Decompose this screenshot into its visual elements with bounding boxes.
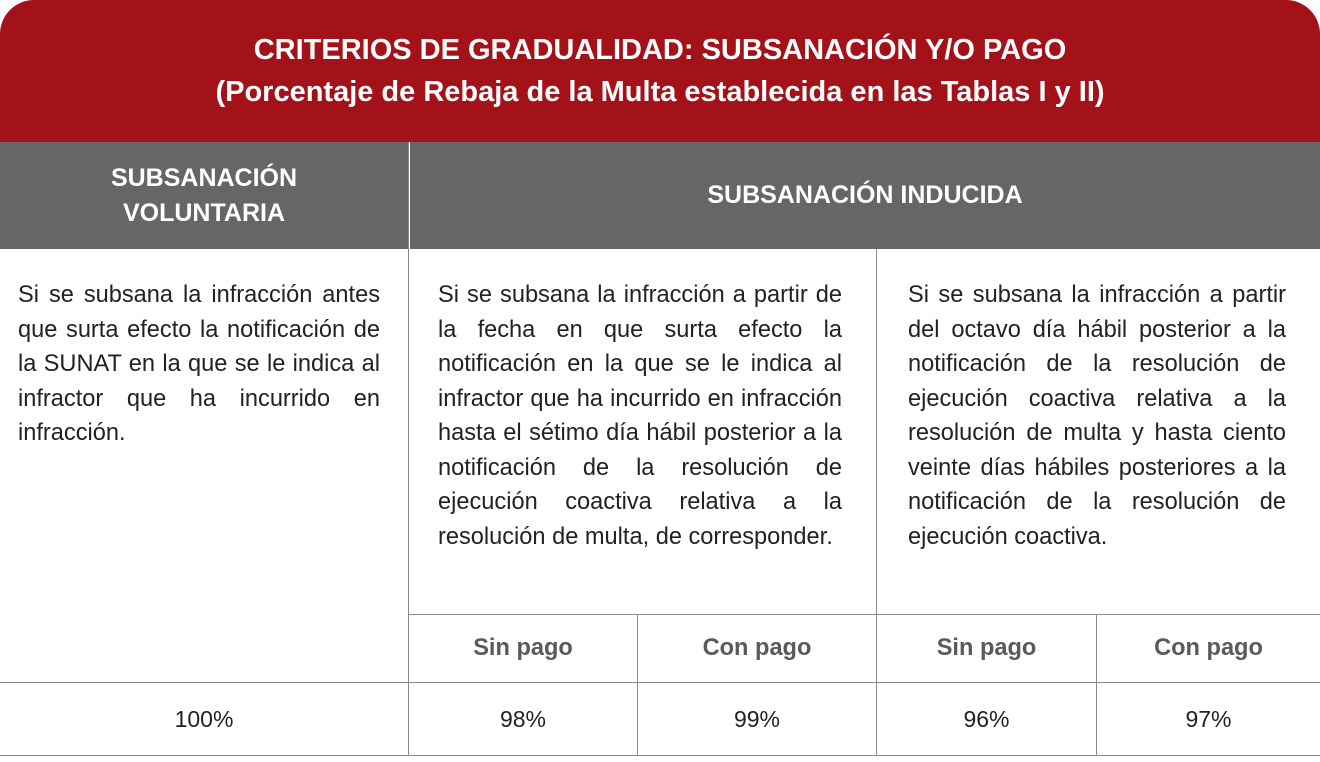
table-title-line-1: CRITERIOS DE GRADUALIDAD: SUBSANACIÓN Y/O PAGO <box>253 34 1067 66</box>
subheader-periodo2-sin-pago: Sin pago <box>936 634 1037 661</box>
subheader-periodo1-con-pago: Con pago <box>702 634 812 661</box>
subheader-periodo1-sin-pago: Sin pago <box>473 634 573 661</box>
header-voluntaria-line-1: SUBSANACIÓN <box>110 163 298 192</box>
percentage-periodo1-con-pago: 99% <box>733 705 781 732</box>
subheader-periodo2-con-pago: Con pago <box>1154 634 1263 661</box>
percentage-periodo2-con-pago: 97% <box>1185 705 1232 732</box>
table-title <box>0 0 1320 142</box>
header-subsanacion-voluntaria <box>0 142 408 249</box>
percentage-periodo1-sin-pago: 98% <box>499 705 547 732</box>
percentage-periodo2-sin-pago: 96% <box>963 705 1010 732</box>
divider-table-bottom <box>0 755 1320 756</box>
description-voluntaria: Si se subsana la infracción antes que surta efecto la notificación de la SUNAT en la que se le indica al infractor que ha incurrido en infracción. <box>18 282 380 446</box>
percentage-voluntaria: 100% <box>174 705 234 732</box>
description-inducida-desde-octavo-dia: Si se subsana la infracción a partir del octavo día hábil posterior a la notificación de la resolución de ejecución coactiva relativa a la resolución de multa y hasta ciento veinte días hábiles posteriores a la notificación de la resolución de ejecución coactiva. <box>908 282 1286 550</box>
table-title-line-2: (Porcentaje de Rebaja de la Multa establecida en las Tablas I y II) <box>215 76 1105 108</box>
header-voluntaria-line-2: VOLUNTARIA <box>122 198 286 227</box>
description-inducida-hasta-setimo-dia: Si se subsana la infracción a partir de la fecha en que surta efecto la notificación en la que se le indica al infractor que ha incurrido en infracción hasta el sétimo día hábil posterior a la notificación de la resolución de ejecución coactiva relativa a la resolución de multa, de corresponder. <box>438 282 842 550</box>
header-subsanacion-inducida: SUBSANACIÓN INDUCIDA <box>410 142 1320 249</box>
